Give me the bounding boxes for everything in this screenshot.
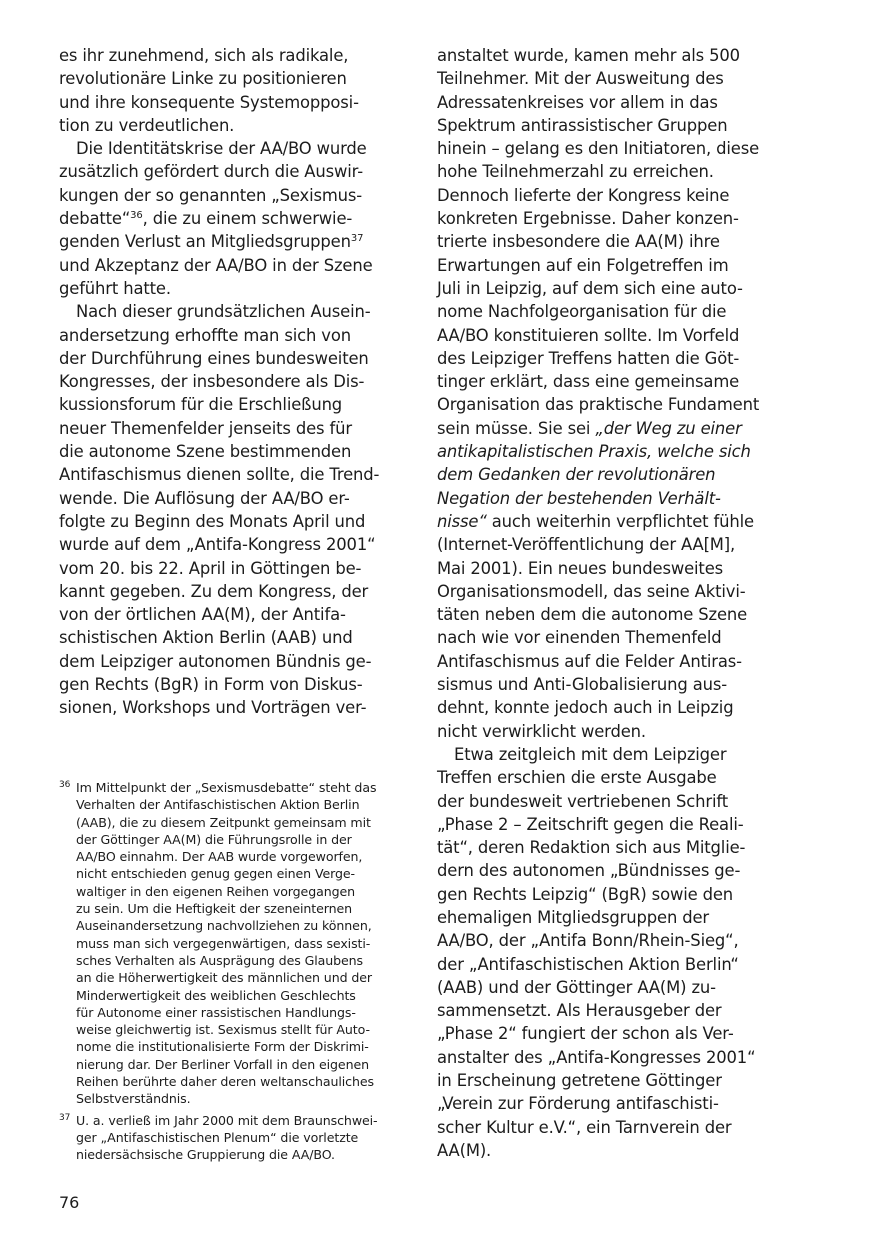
text-line: von der örtlichen AA(M), der Antifa- xyxy=(59,605,346,625)
paragraph xyxy=(59,137,403,300)
text-fragment: , die zu einem schwerwie- xyxy=(142,209,353,229)
text-line: Antifaschismus dienen sollte, die Trend- xyxy=(59,465,380,485)
footnote-line: ger „Antifaschistischen Plenum“ die vorletzte xyxy=(76,1129,359,1145)
text-line: kungen der so genannten „Sexismus- xyxy=(59,185,363,205)
footnote-line: Reihen berührte daher deren weltanschauliches xyxy=(76,1074,374,1090)
text-line: trierte insbesondere die AA(M) ihre xyxy=(437,232,720,252)
text-line: Teilnehmer. Mit der Ausweitung des xyxy=(437,69,724,89)
text-line: dem Leipziger autonomen Bündnis ge- xyxy=(59,651,372,671)
paragraph xyxy=(59,44,403,137)
text-line: Spektrum antirassistischer Gruppen xyxy=(437,115,728,135)
text-line: „Phase 2“ fungiert der schon als Ver- xyxy=(437,1024,734,1044)
text-line: ehemaligen Mitgliedsgruppen der xyxy=(437,907,710,927)
text-line: der bundesweit vertriebenen Schrift xyxy=(437,791,728,811)
footnote-37 xyxy=(59,1112,403,1164)
text-line: „Verein zur Förderung antifaschisti- xyxy=(437,1094,719,1114)
footnote-line: muss man sich vergegenwärtigen, dass sexisti- xyxy=(76,935,371,951)
text-block xyxy=(437,533,783,743)
footnote-line: weise gleichwertig ist. Sexismus stellt für Auto- xyxy=(76,1022,370,1038)
text-line: tion zu verdeutlichen. xyxy=(59,115,235,135)
text-line: Antifaschismus auf die Felder Antiras- xyxy=(437,651,742,671)
paragraph xyxy=(59,300,403,719)
text-line: (Internet-Veröffentlichung der AA[M], xyxy=(437,535,736,555)
text-line: Kongresses, der insbesondere als Dis- xyxy=(59,372,365,392)
text-line: „Phase 2 – Zeitschrift gegen die Reali- xyxy=(437,814,744,834)
quote-line: Negation der bestehenden Verhält- xyxy=(437,488,721,508)
footnote-ref-37[interactable]: 37 xyxy=(350,233,364,245)
footnote-line: zu sein. Um die Heftigkeit der szeneinternen xyxy=(76,901,353,917)
text-line: AA/BO, der „Antifa Bonn/Rhein-Sieg“, xyxy=(437,931,739,951)
footnote-line: sches Verhalten als Ausprägung des Glaubens xyxy=(76,952,364,968)
text-line: anstalter des „Antifa-Kongresses 2001“ xyxy=(437,1047,756,1067)
footnote-ref-36[interactable]: 36 xyxy=(130,210,143,222)
text-fragment: debatte“ xyxy=(59,209,131,229)
footnote-number: 37 xyxy=(59,1112,71,1123)
footnote-line: Auseinandersetzung nachvollziehen zu können, xyxy=(76,918,372,934)
footnote-line: Im Mittelpunkt der „Sexismusdebatte“ steht das xyxy=(76,780,377,795)
text-fragment: genden Verlust an Mitgliedsgruppen xyxy=(59,232,351,252)
text-line: hohe Teilnehmerzahl zu erreichen. xyxy=(437,162,714,182)
text-line: nome Nachfolgeorganisation für die xyxy=(437,302,727,322)
paragraph xyxy=(437,743,783,1162)
footnote-line: U. a. verließ im Jahr 2000 mit dem Braunschwei- xyxy=(76,1112,378,1128)
text-fragment: auch weiterhin verpflichtet fühle xyxy=(486,511,754,531)
text-line: und ihre konsequente Systemopposi- xyxy=(59,92,359,112)
footnote-line: Minderwertigkeit des weiblichen Geschlechts xyxy=(76,987,356,1003)
text-line: sismus und Anti-Globalisierung aus- xyxy=(437,675,728,695)
text-line: anstaltet wurde, kamen mehr als 500 xyxy=(437,46,740,65)
text-line: (AAB) und der Göttinger AA(M) zu- xyxy=(437,977,716,997)
text-line: des Leipziger Treffens hatten die Göt- xyxy=(437,348,740,368)
text-line: Die Identitätskrise der AA/BO wurde xyxy=(76,139,367,159)
text-line: vom 20. bis 22. April in Göttingen be- xyxy=(59,558,362,578)
text-line: konkreten Ergebnisse. Daher konzen- xyxy=(437,209,739,229)
text-line: Erwartungen auf ein Folgetreffen im xyxy=(437,255,729,275)
footnote-line: waltiger in den eigenen Reihen vorgegangen xyxy=(76,883,356,899)
text-line: täten neben dem die autonome Szene xyxy=(437,605,748,625)
text-line: wende. Die Auflösung der AA/BO er- xyxy=(59,488,350,508)
footnote-line: für Autonome einer rassistischen Handlungs- xyxy=(76,1004,356,1020)
text-line: Juli in Leipzig, auf dem sich eine auto- xyxy=(437,278,743,298)
text-block xyxy=(437,44,783,417)
quote-fragment: nisse“ xyxy=(437,511,487,531)
text-line: Organisation das praktische Fundament xyxy=(437,395,760,415)
text-line: und Akzeptanz der AA/BO in der Szene xyxy=(59,255,373,275)
footnote-line: nierung dar. Der Berliner Vorfall in den eigenen xyxy=(76,1056,369,1072)
text-line: Etwa zeitgleich mit dem Leipziger xyxy=(454,744,727,764)
text-line: in Erscheinung getretene Göttinger xyxy=(437,1071,722,1091)
right-text-column xyxy=(437,44,783,1162)
text-line: neuer Themenfelder jenseits des für xyxy=(59,418,352,438)
text-line: AA/BO konstituieren sollte. Im Vorfeld xyxy=(437,325,740,345)
quote-line: dem Gedanken der revolutionären xyxy=(437,465,716,485)
text-line: dern des autonomen „Bündnisses ge- xyxy=(437,861,741,881)
quote-line: antikapitalistischen Praxis, welche sich xyxy=(437,442,751,462)
text-line: kussionsforum für die Erschließung xyxy=(59,395,343,415)
footnote-number: 36 xyxy=(59,780,71,790)
left-text-column xyxy=(59,44,403,720)
text-line: sionen, Workshops und Vorträgen ver- xyxy=(59,698,367,718)
text-line xyxy=(437,510,783,533)
text-line: andersetzung erhoffte man sich von xyxy=(59,325,351,345)
text-line: Dennoch lieferte der Kongress keine xyxy=(437,185,730,205)
text-line: sammensetzt. Als Herausgeber der xyxy=(437,1001,722,1021)
text-line: hinein – gelang es den Initiatoren, diese xyxy=(437,139,760,159)
text-line: es ihr zunehmend, sich als radikale, xyxy=(59,46,349,65)
text-line: AA(M). xyxy=(437,1140,492,1160)
text-line: Adressatenkreises vor allem in das xyxy=(437,92,718,112)
footnotes xyxy=(59,779,403,1168)
text-line: revolutionäre Linke zu positionieren xyxy=(59,69,347,89)
quote-fragment: „der Weg zu einer xyxy=(595,418,742,438)
page-number: 76 xyxy=(59,1193,80,1212)
footnote-line: (AAB), die zu diesem Zeitpunkt gemeinsam mit xyxy=(76,814,371,830)
text-line: gen Rechts (BgR) in Form von Diskus- xyxy=(59,675,363,695)
text-line: Mai 2001). Ein neues bundesweites xyxy=(437,558,724,578)
footnote-line: der Göttinger AA(M) die Führungsrolle in der xyxy=(76,831,352,847)
text-line: gen Rechts Leipzig“ (BgR) sowie den xyxy=(437,884,734,904)
text-block xyxy=(437,766,783,1162)
text-line: kannt gegeben. Zu dem Kongress, der xyxy=(59,581,369,601)
text-fragment: sein müsse. Sie sei xyxy=(437,418,596,438)
text-line xyxy=(437,417,783,440)
footnote-line: niedersächsische Gruppierung die AA/BO. xyxy=(76,1147,335,1163)
text-line: die autonome Szene bestimmenden xyxy=(59,442,352,462)
text-line: dehnt, konnte jedoch auch in Leipzig xyxy=(437,698,734,718)
text-line: scher Kultur e.V.“, ein Tarnverein der xyxy=(437,1117,732,1137)
footnote-line: AA/BO einnahm. Der AAB wurde vorgeworfen, xyxy=(76,849,363,865)
text-line: der „Antifaschistischen Aktion Berlin“ xyxy=(437,954,739,974)
footnote-line: an die Höherwertigkeit des männlichen und der xyxy=(76,970,372,986)
text-line: geführt hatte. xyxy=(59,278,171,298)
text-line: schistischen Aktion Berlin (AAB) und xyxy=(59,628,353,648)
text-line: tät“, deren Redaktion sich aus Mitglie- xyxy=(437,838,746,858)
text-line: Treffen erschien die erste Ausgabe xyxy=(437,768,717,788)
paragraph xyxy=(437,44,783,743)
text-line: nach wie vor einenden Themenfeld xyxy=(437,628,722,648)
text-line: der Durchführung eines bundesweiten xyxy=(59,348,369,368)
text-line: nicht verwirklicht werden. xyxy=(437,721,646,741)
footnote-line: nome die institutionalisierte Form der Diskrimi- xyxy=(76,1039,369,1055)
text-line: Organisationsmodell, das seine Aktivi- xyxy=(437,581,746,601)
footnote-36 xyxy=(59,779,403,1108)
text-line: tinger erklärt, dass eine gemeinsame xyxy=(437,372,740,392)
text-line: folgte zu Beginn des Monats April und xyxy=(59,511,366,531)
text-line: Nach dieser grundsätzlichen Ausein- xyxy=(76,302,371,322)
text-line: wurde auf dem „Antifa-Kongress 2001“ xyxy=(59,535,376,555)
footnote-line: Verhalten der Antifaschistischen Aktion Berlin xyxy=(76,797,360,813)
text-line xyxy=(59,207,403,230)
text-line xyxy=(59,230,403,253)
footnote-line: Selbstverständnis. xyxy=(76,1091,191,1107)
footnote-line: nicht entschieden genug gegen einen Verge- xyxy=(76,866,355,882)
text-line: zusätzlich gefördert durch die Auswir- xyxy=(59,162,363,182)
